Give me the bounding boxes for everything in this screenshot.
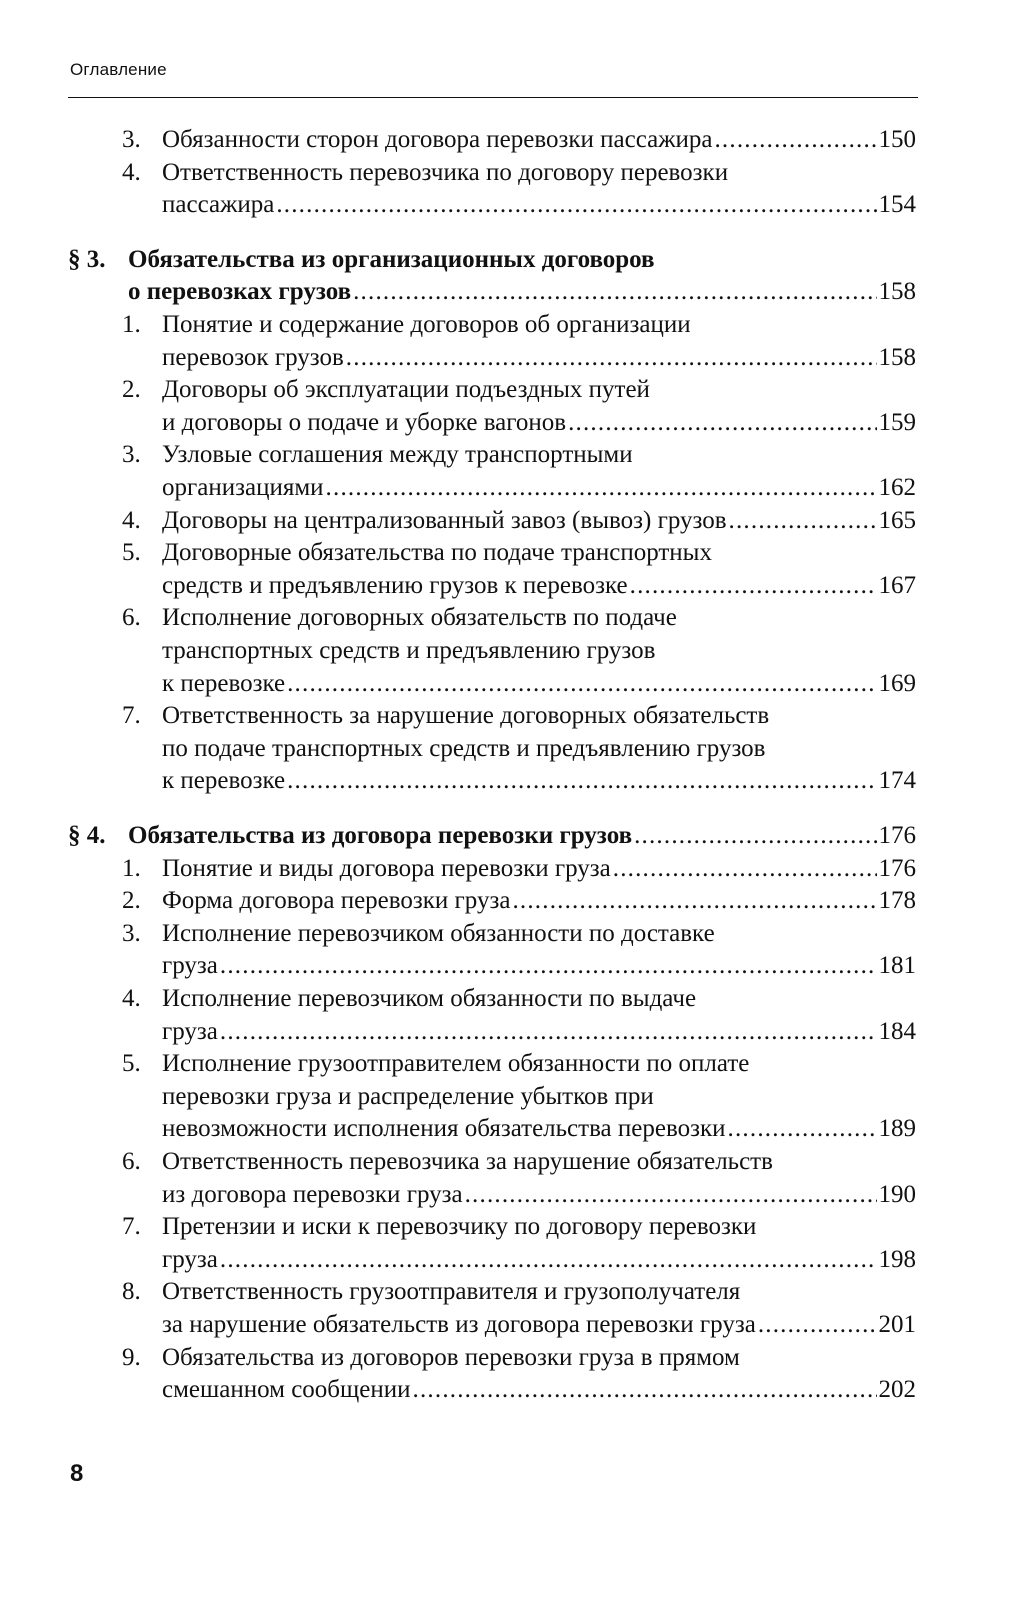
toc-item-number: 8. bbox=[122, 1278, 141, 1306]
toc-line bbox=[0, 1081, 1013, 1113]
dot-leader bbox=[465, 1179, 877, 1211]
toc-item-number: 7. bbox=[122, 702, 141, 730]
toc-line bbox=[0, 570, 1013, 602]
toc-entry-text: Договоры об эксплуатации подъездных путей bbox=[162, 376, 650, 404]
toc-entry-text: Исполнение договорных обязательств по подаче bbox=[162, 604, 677, 632]
toc-line bbox=[0, 918, 1013, 950]
toc-line bbox=[0, 1016, 1013, 1048]
toc-item-number: 6. bbox=[122, 604, 141, 632]
toc-page-number: 181 bbox=[878, 952, 916, 980]
toc-item-number: 3. bbox=[122, 126, 141, 153]
toc-item-number: 5. bbox=[122, 1050, 141, 1078]
toc-line bbox=[0, 668, 1013, 700]
toc-entry-text: Договоры на централизованный завоз (вывоз) грузов bbox=[162, 506, 727, 534]
toc-entry-text: смешанном сообщении bbox=[162, 1376, 411, 1404]
toc-line bbox=[0, 309, 1013, 341]
dot-leader bbox=[728, 1113, 877, 1145]
toc-line bbox=[0, 1276, 1013, 1308]
toc-line bbox=[0, 765, 1013, 797]
toc-entry-text: организациями bbox=[162, 474, 324, 501]
toc-entry-text: Исполнение грузоотправителем обязанности по оплате bbox=[162, 1050, 750, 1078]
toc-entry-text: Договорные обязательства по подаче транспортных bbox=[162, 539, 712, 567]
toc-line bbox=[0, 505, 1013, 537]
toc-entry-text: по подаче транспортных средств и предъявлению грузов bbox=[162, 734, 766, 762]
toc-page-number: 162 bbox=[878, 474, 916, 501]
toc-entry-text: Обязательства из договоров перевозки груза в прямом bbox=[162, 1343, 740, 1371]
toc-page-number: 154 bbox=[878, 191, 916, 219]
dot-leader bbox=[413, 1374, 877, 1406]
toc-page-number: 165 bbox=[878, 506, 916, 534]
toc-section-number: § 3. bbox=[68, 245, 106, 273]
toc-line bbox=[0, 1179, 1013, 1211]
toc-page-number: 176 bbox=[878, 822, 916, 849]
toc-entry-text: Ответственность перевозчика за нарушение обязательств bbox=[162, 1148, 773, 1175]
toc-entry-text: за нарушение обязательств из договора перевозки груза bbox=[162, 1311, 756, 1338]
toc-line bbox=[0, 276, 1013, 308]
toc-line bbox=[0, 853, 1013, 885]
toc-line bbox=[0, 1048, 1013, 1080]
dot-leader bbox=[346, 342, 877, 374]
dot-leader bbox=[287, 668, 876, 700]
toc-entry-text: Понятие и виды договора перевозки груза bbox=[162, 854, 611, 882]
toc-page-number: 176 bbox=[878, 854, 916, 882]
toc-item-number: 3. bbox=[122, 919, 141, 947]
dot-leader bbox=[512, 885, 876, 917]
toc-item-number: 4. bbox=[122, 985, 141, 1012]
toc-line bbox=[0, 1146, 1013, 1178]
toc-line bbox=[0, 1211, 1013, 1243]
toc-line bbox=[0, 950, 1013, 982]
toc-entry-text: Обязательства из организационных договоров bbox=[128, 245, 655, 273]
toc-line bbox=[0, 537, 1013, 569]
toc-entry-text: Ответственность за нарушение договорных обязательств bbox=[162, 702, 770, 730]
toc-entry-text: Ответственность грузоотправителя и грузополучателя bbox=[162, 1278, 741, 1306]
toc-entry-text: Исполнение перевозчиком обязанности по доставке bbox=[162, 919, 715, 947]
toc-entry-text: невозможности исполнения обязательства перевозки bbox=[162, 1115, 726, 1143]
dot-leader bbox=[630, 570, 877, 602]
toc-entry-text: Узловые соглашения между транспортными bbox=[162, 441, 633, 469]
toc-entry-text: перевозок грузов bbox=[162, 343, 344, 371]
toc-section-number: § 4. bbox=[68, 822, 106, 849]
dot-leader bbox=[568, 407, 876, 439]
toc-line bbox=[0, 733, 1013, 765]
toc-line bbox=[0, 124, 1013, 156]
toc-entry-text: Понятие и содержание договоров об организации bbox=[162, 311, 691, 338]
toc-entry-text: Обязательства из договора перевозки грузов bbox=[128, 822, 633, 849]
toc-line bbox=[0, 635, 1013, 667]
toc-entry-text: груза bbox=[162, 1017, 218, 1045]
toc-page-number: 190 bbox=[878, 1180, 916, 1208]
toc-item-number: 3. bbox=[122, 441, 141, 469]
dot-leader bbox=[353, 276, 876, 308]
dot-leader bbox=[758, 1309, 877, 1341]
toc-page-number: 158 bbox=[878, 343, 916, 371]
toc-line bbox=[0, 1374, 1013, 1406]
toc-entry-text: и договоры о подаче и уборке вагонов bbox=[162, 408, 567, 436]
toc-page-number: 178 bbox=[878, 887, 916, 915]
dot-leader bbox=[220, 1016, 877, 1048]
toc-entry-text: о перевозках грузов bbox=[128, 278, 352, 306]
toc-line bbox=[0, 1342, 1013, 1374]
toc-line bbox=[0, 342, 1013, 374]
toc-line bbox=[0, 1244, 1013, 1276]
toc-page-number: 159 bbox=[878, 408, 916, 436]
toc-item-number: 7. bbox=[122, 1213, 141, 1241]
toc-line bbox=[0, 244, 1013, 276]
toc-entry-text: Обязанности сторон договора перевозки пассажира bbox=[162, 126, 713, 153]
toc-item-number: 1. bbox=[122, 311, 141, 338]
toc-item-number: 4. bbox=[122, 506, 141, 534]
toc-entry-text: из договора перевозки груза bbox=[162, 1180, 463, 1208]
dot-leader bbox=[220, 1244, 877, 1276]
toc-page-number: 174 bbox=[878, 767, 916, 795]
toc-line bbox=[0, 157, 1013, 189]
toc-line bbox=[0, 1309, 1013, 1341]
toc-item-number: 4. bbox=[122, 158, 141, 186]
toc-line bbox=[0, 885, 1013, 917]
page-number: 8 bbox=[70, 1460, 84, 1487]
toc-page-number: 150 bbox=[878, 126, 916, 153]
toc-page-number: 189 bbox=[878, 1115, 916, 1143]
toc-page-number: 202 bbox=[878, 1376, 916, 1404]
toc-page-number: 184 bbox=[878, 1017, 916, 1045]
dot-leader bbox=[634, 820, 876, 852]
toc-entry-text: груза bbox=[162, 1245, 218, 1273]
dot-leader bbox=[613, 853, 877, 885]
toc-page-number: 167 bbox=[878, 571, 916, 599]
toc-entry-text: перевозки груза и распределение убытков при bbox=[162, 1082, 654, 1110]
toc-item-number: 6. bbox=[122, 1148, 141, 1175]
dot-leader bbox=[714, 124, 876, 156]
toc-item-number: 2. bbox=[122, 376, 141, 404]
toc-entry-text: груза bbox=[162, 952, 218, 980]
toc-entry-text: Ответственность перевозчика по договору перевозки bbox=[162, 158, 729, 186]
running-header: Оглавление bbox=[70, 60, 167, 79]
toc-line bbox=[0, 602, 1013, 634]
dot-leader bbox=[326, 472, 877, 504]
header-rule bbox=[68, 97, 918, 98]
toc-item-number: 2. bbox=[122, 887, 141, 915]
toc-line bbox=[0, 407, 1013, 439]
toc-entry-text: к перевозке bbox=[162, 669, 286, 697]
toc-page-number: 198 bbox=[878, 1245, 916, 1273]
toc-item-number: 1. bbox=[122, 854, 141, 882]
toc-line bbox=[0, 1113, 1013, 1145]
toc-line bbox=[0, 374, 1013, 406]
dot-leader bbox=[276, 189, 876, 221]
toc-entry-text: Форма договора перевозки груза bbox=[162, 887, 511, 915]
toc-line bbox=[0, 439, 1013, 471]
toc-item-number: 9. bbox=[122, 1343, 141, 1371]
toc-page-number: 201 bbox=[878, 1311, 916, 1338]
toc-entry-text: Претензии и иски к перевозчику по договору перевозки bbox=[162, 1213, 757, 1241]
toc-entry-text: средств и предъявлению грузов к перевозке bbox=[162, 571, 628, 599]
toc-entry-text: к перевозке bbox=[162, 767, 286, 795]
dot-leader bbox=[287, 765, 876, 797]
toc-line bbox=[0, 820, 1013, 852]
toc-item-number: 5. bbox=[122, 539, 141, 567]
toc-page-number: 158 bbox=[878, 278, 916, 306]
toc-line bbox=[0, 189, 1013, 221]
toc-line bbox=[0, 700, 1013, 732]
toc-entry-text: пассажира bbox=[162, 191, 275, 219]
dot-leader bbox=[729, 505, 877, 537]
dot-leader bbox=[220, 950, 877, 982]
toc-entry-text: Исполнение перевозчиком обязанности по выдаче bbox=[162, 985, 697, 1012]
toc-line bbox=[0, 472, 1013, 504]
toc-page-number: 169 bbox=[878, 669, 916, 697]
toc-entry-text: транспортных средств и предъявлению грузов bbox=[162, 637, 656, 664]
toc-line bbox=[0, 983, 1013, 1015]
